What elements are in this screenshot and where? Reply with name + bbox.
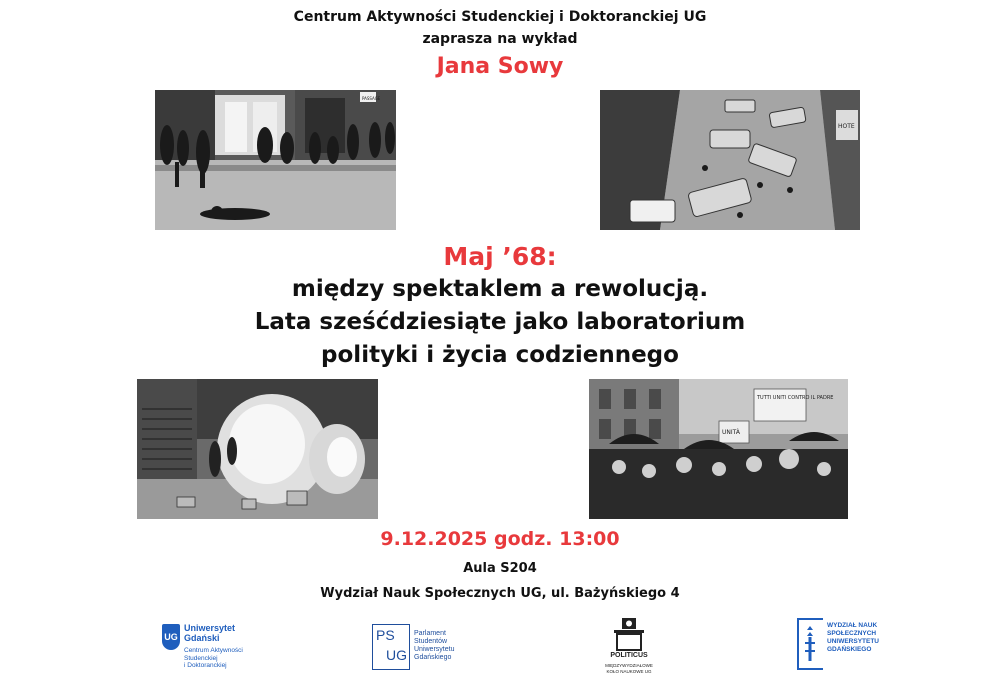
lecture-title-line3: polityki i życia codziennego [321,342,679,368]
lecture-title [0,240,1000,372]
ug-name: Uniwersytet Gdański [184,623,236,643]
organizer-block [0,6,1000,50]
ps-mark1: PS [376,627,395,643]
logo-wydzial-nauk-spolecznych [797,618,881,670]
politicus-sub2: KOŁO NAUKOWE UG [606,668,652,674]
event-address: Wydział Nauk Społecznych UG, ul. Bażyńskiego 4 [320,586,680,601]
logo-parlament-studentow [372,624,472,672]
lecture-title-line1: między spektaklem a rewolucją. [291,276,709,302]
lecture-title-red: Maj ’68: [443,242,557,271]
ps-mark-icon [372,624,410,670]
photo-street-fire [137,379,378,519]
wns-line3: UNIWERSYTETU [827,638,879,645]
photo4-sign2: UNITÀ [722,429,740,436]
logo-uniwersytet-gdanski [160,620,260,676]
speaker-name: Jana Sowy [436,54,564,79]
ps-text3: Uniwersytetu [414,646,455,653]
photo1-sign: PASSAGE [362,96,381,101]
photo-overturned-cars [600,90,860,230]
ug-sub3: i Doktoranckiej [184,662,227,669]
ug-sub2: Studenckiej [184,654,218,662]
politicus-name: POLITICUS [610,652,648,659]
ps-mark2: UG [386,647,407,663]
event-datetime: 9.12.2025 godz. 13:00 [380,528,620,550]
ug-shield-icon: UG [162,624,180,650]
wns-line1: WYDZIAŁ NAUK [827,622,878,629]
ballot-box-icon [598,616,660,652]
ps-text2: Studentów [414,638,448,645]
ug-sub1: Centrum Aktywności [184,647,243,654]
photo4-sign1: TUTTI UNITI CONTRO IL PADRE [757,395,834,401]
ps-text4: Gdańskiego [414,654,452,661]
invite-text: zaprasza na wykład [422,31,578,47]
event-room: Aula S204 [463,561,537,576]
photo2-sign: HOTE [838,123,855,130]
organizer-name: Centrum Aktywności Studenckiej i Doktoranckiej UG [293,9,707,25]
logo-politicus [598,616,660,676]
politicus-sub1: MIĘDZYWYDZIAŁOWE [605,663,653,668]
wns-line2: SPOŁECZNYCH [827,630,877,637]
photo-protest-crowd [589,379,848,519]
photo-street-police [155,90,396,230]
lecture-title-line2: Lata sześćdziesiąte jako laboratorium [254,309,746,335]
wns-line4: GDAŃSKIEGO [827,646,872,653]
wns-crest-icon [797,618,823,670]
ps-text1: Parlament [414,630,446,637]
